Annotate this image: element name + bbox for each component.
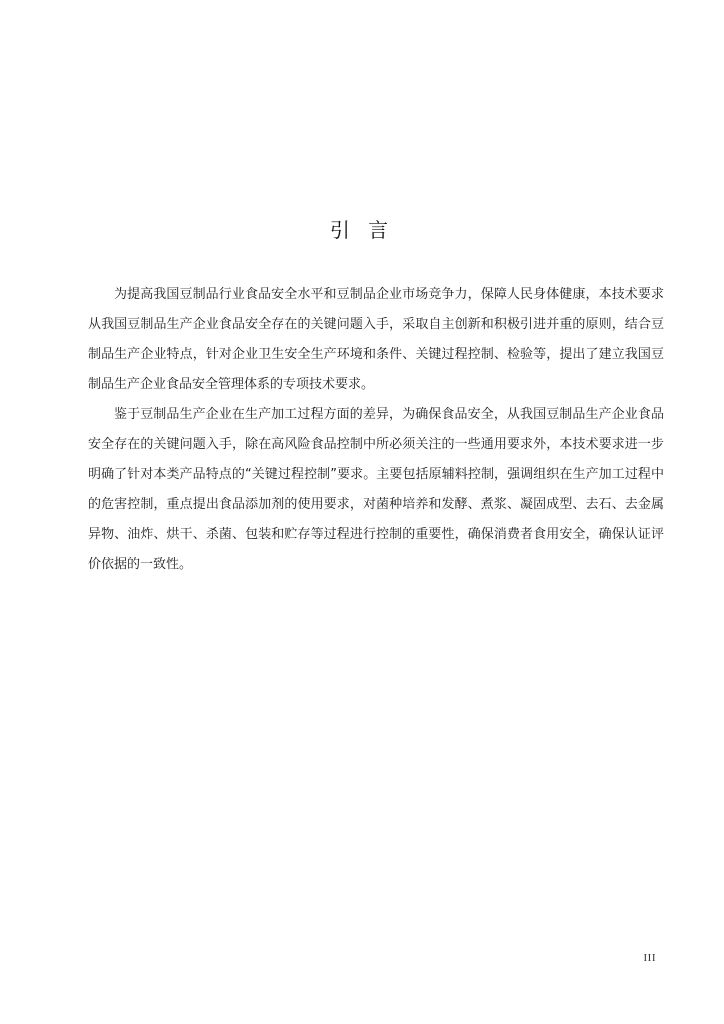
introduction-body bbox=[88, 280, 664, 580]
paragraph-2: 鉴于豆制品生产企业在生产加工过程方面的差异，为确保食品安全，从我国豆制品生产企业食品安全存在的关键问题入手，除在高风险食品控制中所必须关注的一些通用要求外，本技术要求进一步明确了针对本类产品特点的“关键过程控制”要求。主要包括原辅料控制，强调组织在生产加工过程中的危害控制，重点提出食品添加剂的使用要求，对菌种培养和发酵、煮浆、凝固成型、去石、去金属异物、油炸、烘干、杀菌、包装和贮存等过程进行控制的重要性，确保消费者食用安全，确保认证评价依据的一致性。 bbox=[88, 407, 664, 572]
paragraph-1: 为提高我国豆制品行业食品安全水平和豆制品企业市场竞争力，保障人民身体健康，本技术要求从我国豆制品生产企业食品安全存在的关键问题入手，采取自主创新和积极引进并重的原则，结合豆制品生产企业特点，针对企业卫生安全生产环境和条件、关键过程控制、检验等，提出了建立我国豆制品生产企业食品安全管理体系的专项技术要求。 bbox=[88, 287, 664, 392]
page-title: 引 言 bbox=[329, 218, 395, 242]
page-number: III bbox=[643, 952, 656, 964]
